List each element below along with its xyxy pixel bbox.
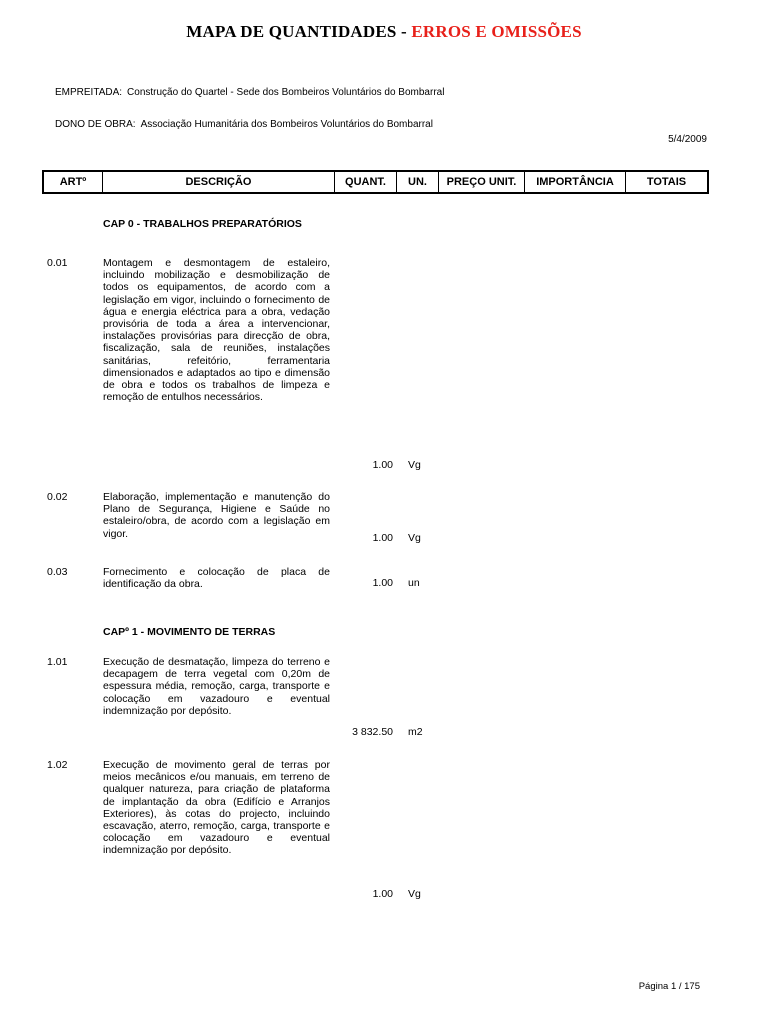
document-date: 5/4/2009 bbox=[668, 134, 707, 145]
title-highlight: ERROS E OMISSÕES bbox=[411, 22, 582, 41]
item-unit: Vg bbox=[408, 532, 421, 544]
header-un: UN. bbox=[397, 172, 439, 192]
header-totais: TOTAIS bbox=[646, 176, 687, 188]
chapter-heading: CAPº 1 - MOVIMENTO DE TERRAS bbox=[103, 626, 276, 638]
item-art: 0.01 bbox=[47, 257, 68, 269]
item-unit: Vg bbox=[408, 459, 421, 471]
item-art: 0.02 bbox=[47, 491, 68, 503]
item-description: Execução de desmatação, limpeza do terreno e decapagem de terra vegetal com 0,20m de espessura média, remoção, carga, transporte e colocação em vazadouro e eventual indemnização por depósito. bbox=[103, 656, 330, 717]
table-header bbox=[42, 170, 709, 194]
empreitada-value: Construção do Quartel - Sede dos Bombeiros Voluntários do Bombarral bbox=[127, 87, 445, 98]
item-quantity: 1.00 bbox=[372, 888, 393, 900]
item-quantity: 1.00 bbox=[372, 459, 393, 471]
item-quantity: 1.00 bbox=[372, 532, 393, 544]
page-number: Página 1 / 175 bbox=[638, 981, 700, 992]
item-description: Elaboração, implementação e manutenção do Plano de Segurança, Higiene e Saúde no estaleiro/obra, de acordo com a legislação em vigor. bbox=[103, 491, 330, 540]
item-description: Montagem e desmontagem de estaleiro, incluindo mobilização e desmobilização de todos os equipamentos, de acordo com a legislação em vigor, incluindo o fornecimento de água e energia eléctrica para a obra, vedação provisória de toda a área a intervencionar, instalações provisórias para direcção de obra, fiscalização, sala de reuniões, instalações sanitárias, refeitório, ferramentaria dimensionados e adaptados ao tipo e dimensão de obra e todos os trabalhos de limpeza e remoção de entulhos necessários. bbox=[103, 257, 330, 404]
dono-obra-value: Associação Humanitária dos Bombeiros Voluntários do Bombarral bbox=[140, 119, 433, 130]
header-importancia: IMPORTÂNCIA bbox=[525, 172, 626, 192]
item-quantity: 3 832.50 bbox=[352, 726, 393, 738]
header-descricao: DESCRIÇÃO bbox=[103, 172, 335, 192]
item-unit: Vg bbox=[408, 888, 421, 900]
header-quant: QUANT. bbox=[335, 172, 397, 192]
empreitada-line bbox=[55, 87, 444, 98]
header-preco-unit: PREÇO UNIT. bbox=[439, 172, 525, 192]
item-unit: un bbox=[408, 577, 420, 589]
dono-obra-line bbox=[55, 119, 433, 130]
item-description: Execução de movimento geral de terras por meios mecânicos e/ou manuais, em terreno de qualquer natureza, para criação de plataforma de implantação da obra (Edifício e Arranjos Exteriores), às cotas do projecto, incluindo escavação, aterro, remoção, carga, transporte e colocação em vazadouro e eventual indemnização por depósito. bbox=[103, 759, 330, 857]
item-art: 1.01 bbox=[47, 656, 68, 668]
chapter-heading: CAP 0 - TRABALHOS PREPARATÓRIOS bbox=[103, 218, 302, 230]
item-description: Fornecimento e colocação de placa de identificação da obra. bbox=[103, 566, 330, 591]
item-art: 0.03 bbox=[47, 566, 68, 578]
item-art: 1.02 bbox=[47, 759, 68, 771]
item-unit: m2 bbox=[408, 726, 423, 738]
dono-obra-label: DONO DE OBRA: bbox=[55, 119, 136, 130]
title-main: MAPA DE QUANTIDADES - bbox=[186, 22, 412, 41]
header-art: ARTº bbox=[44, 172, 103, 192]
empreitada-label: EMPREITADA: bbox=[55, 87, 123, 98]
item-quantity: 1.00 bbox=[372, 577, 393, 589]
page-title bbox=[0, 22, 768, 42]
